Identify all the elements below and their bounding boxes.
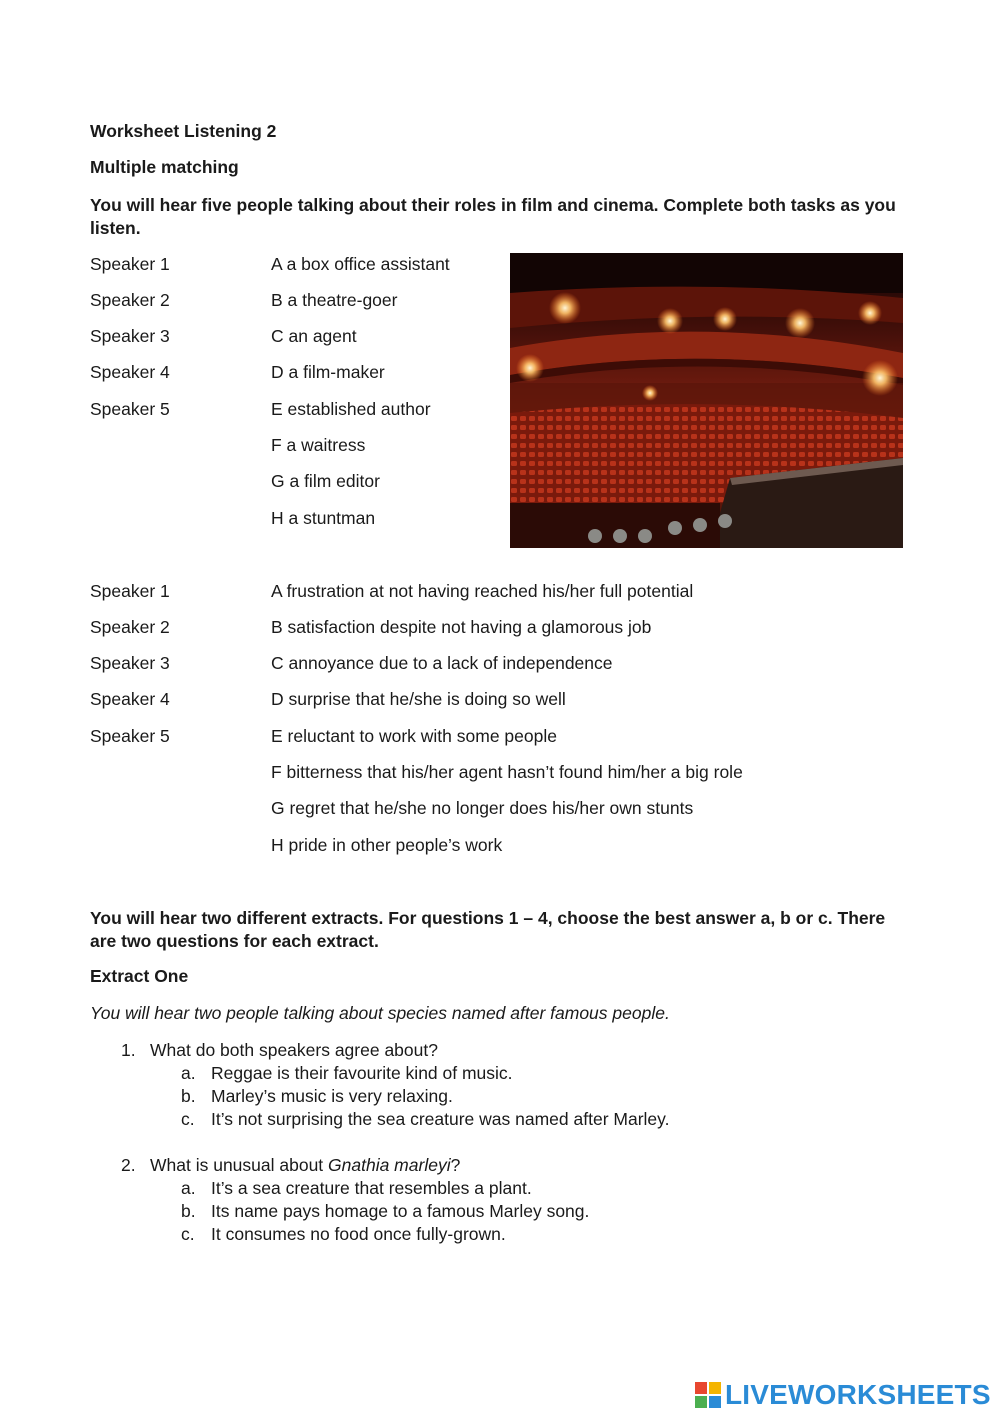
speaker-label: Speaker 3 <box>90 326 170 346</box>
option-label: G a film editor <box>271 471 380 491</box>
logo-mark-icon <box>695 1382 723 1410</box>
answer-letter: b. <box>181 1201 196 1221</box>
theatre-photo <box>510 253 903 548</box>
extract-title: Extract One <box>90 966 189 986</box>
species-name: Gnathia marleyi <box>328 1155 451 1175</box>
speaker-label: Speaker 5 <box>90 726 170 746</box>
option-label: B satisfaction despite not having a glamorous job <box>271 617 652 637</box>
option-label: E reluctant to work with some people <box>271 726 557 746</box>
option-label: D a film-maker <box>271 362 385 382</box>
extract-context: You will hear two people talking about species named after famous people. <box>90 1003 670 1023</box>
option-label: D surprise that he/she is doing so well <box>271 689 566 709</box>
answer-text: It’s a sea creature that resembles a plant. <box>211 1178 532 1198</box>
question-text-after: ? <box>450 1155 461 1175</box>
speaker-label: Speaker 2 <box>90 617 170 637</box>
option-label: H pride in other people’s work <box>271 835 503 855</box>
section-subtitle: Multiple matching <box>90 157 239 177</box>
option-label: F bitterness that his/her agent hasn’t found him/her a big role <box>271 762 743 782</box>
answer-text: Its name pays homage to a famous Marley song. <box>211 1201 590 1221</box>
theatre-illustration <box>510 253 903 548</box>
answer-letter: c. <box>181 1224 195 1244</box>
logo-text: LIVEWORKSHEETS <box>725 1379 991 1410</box>
speaker-label: Speaker 4 <box>90 689 170 709</box>
option-label: G regret that he/she no longer does his/her own stunts <box>271 798 694 818</box>
answer-text: Reggae is their favourite kind of music. <box>211 1063 513 1083</box>
speaker-label: Speaker 4 <box>90 362 170 382</box>
question-text <box>150 1154 460 1176</box>
worksheet-title: Worksheet Listening 2 <box>90 121 277 141</box>
option-label: F a waitress <box>271 435 366 455</box>
speaker-label: Speaker 3 <box>90 653 170 673</box>
question-text-before: What is unusual about <box>150 1155 329 1175</box>
speaker-label: Speaker 5 <box>90 399 170 419</box>
option-label: H a stuntman <box>271 508 376 528</box>
option-label: E established author <box>271 399 431 419</box>
answer-text: Marley’s music is very relaxing. <box>211 1086 453 1106</box>
speaker-label: Speaker 1 <box>90 254 170 274</box>
speaker-label: Speaker 1 <box>90 581 170 601</box>
question-number: 2. <box>121 1155 136 1175</box>
section2-instruction: You will hear two different extracts. For questions 1 – 4, choose the best answer a, b or c. There are two questions for each extract. <box>90 908 886 951</box>
option-label: A a box office assistant <box>271 254 450 274</box>
speaker-label: Speaker 2 <box>90 290 170 310</box>
answer-letter: a. <box>181 1063 196 1083</box>
answer-letter: b. <box>181 1086 196 1106</box>
task-instruction: You will hear five people talking about their roles in film and cinema. Complete both tasks as you listen. <box>90 195 896 238</box>
option-label: C annoyance due to a lack of independence <box>271 653 613 673</box>
answer-letter: c. <box>181 1109 195 1129</box>
option-label: A frustration at not having reached his/her full potential <box>271 581 694 601</box>
option-label: C an agent <box>271 326 357 346</box>
answer-text: It’s not surprising the sea creature was named after Marley. <box>211 1109 670 1129</box>
question-text: What do both speakers agree about? <box>150 1040 438 1060</box>
answer-letter: a. <box>181 1178 196 1198</box>
question-number: 1. <box>121 1040 136 1060</box>
answer-text: It consumes no food once fully-grown. <box>211 1224 506 1244</box>
option-label: B a theatre-goer <box>271 290 398 310</box>
